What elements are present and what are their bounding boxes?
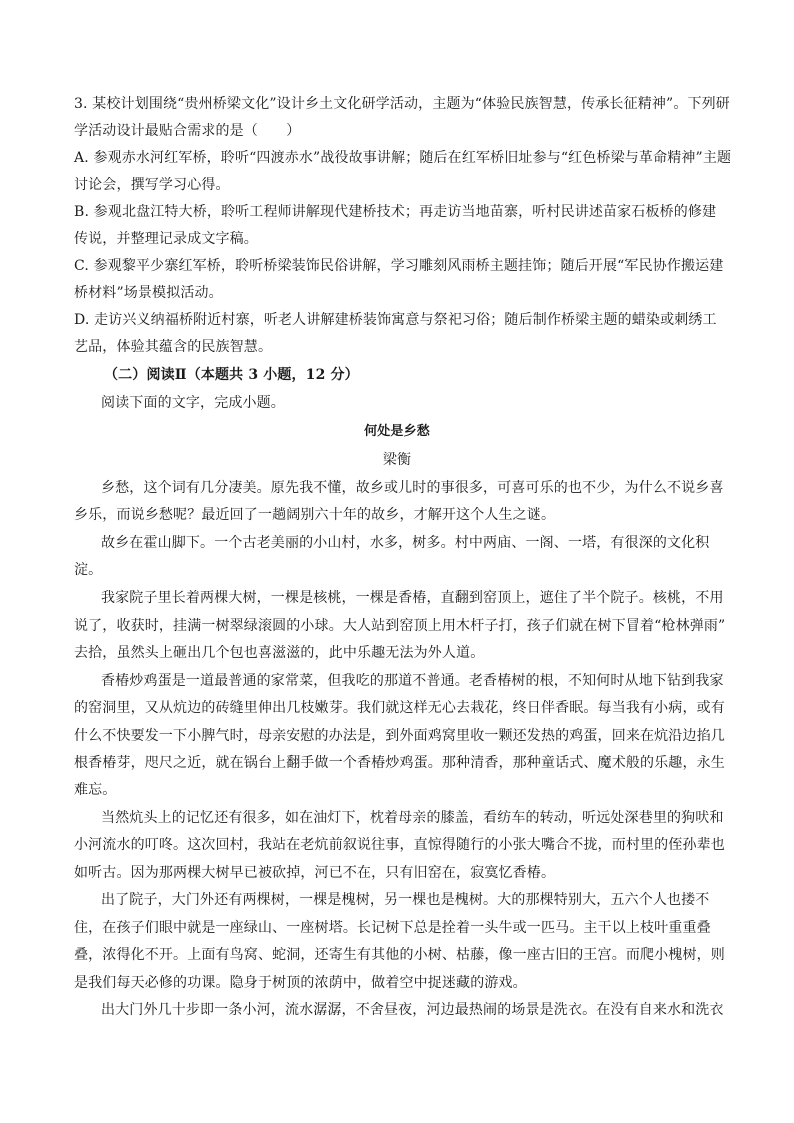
paragraph-4-line-5: 难忘。	[74, 782, 117, 798]
paragraph-2-line-1: 故乡在霍山脚下。一个古老美丽的小山村，水多，树多。村中两庙、一阁、一塔，有很深的文化积	[101, 535, 710, 551]
paragraph-3-line-1: 我家院子里长着两棵大树，一棵是核桃，一棵是香椿，直翻到窑顶上，遮住了半个院子。核桃，不用	[101, 590, 724, 606]
paragraph-4-line-2: 的窑洞里，又从炕边的砖缝里伸出几枝嫩芽。我们就这样无心去栽花，终日伴香眠。每当我有小病，或有	[74, 700, 725, 716]
paragraph-3-line-3: 去拾，虽然头上砸出几个包也喜滋滋的，此中乐趣无法为外人道。	[74, 645, 485, 661]
paragraph-1-line-1: 乡愁，这个词有几分凄美。原先我不懂，故乡或儿时的事很多，可喜可乐的也不少，为什么不说乡喜	[101, 480, 724, 496]
paragraph-5-line-1: 当然炕头上的记忆还有很多，如在油灯下，枕着母亲的膝盖，看纺车的转动，听远处深巷里的狗吠和	[101, 810, 724, 826]
article-title: 何处是乡愁	[364, 424, 430, 439]
section-heading: （二）阅读Ⅱ（本题共 3 小题，12 分）	[104, 367, 359, 383]
paragraph-6-line-1: 出了院子，大门外还有两棵树，一棵是槐树，另一棵也是槐树。大的那棵特别大，五六个人也搂不	[101, 892, 710, 908]
paragraph-6-line-3: 叠，浓得化不开。上面有鸟窝、蛇洞，还寄生有其他的小树、枯藤，像一座古旧的王宫。而爬小槐树，则	[74, 947, 725, 963]
paragraph-6-line-4: 是我们每天必修的功课。隐身于树顶的浓荫中，做着空中捉迷藏的游戏。	[74, 975, 527, 991]
paragraph-5-line-3: 如听古。因为那两棵大树早已被砍掉，河已不在，只有旧窑在，寂寞忆香椿。	[74, 865, 556, 881]
section-instruction: 阅读下面的文字，完成小题。	[101, 395, 285, 411]
option-a-line-1: A. 参观赤水河红军桥，聆听“四渡赤水”战役故事讲解；随后在红军桥旧址参与“红色桥梁与革命精神”主题	[74, 150, 732, 166]
paragraph-1-line-2: 乡乐，而说乡愁呢？最近回了一趟阔别六十年的故乡，才解开这个人生之谜。	[74, 507, 556, 523]
paragraph-3-line-2: 说了，收获时，挂满一树翠绿滚圆的小球。大人站到窑顶上用木杆子打，孩子们就在树下冒着“枪林弹雨”	[74, 618, 726, 634]
question-stem-line-2: 学活动设计最贴合需求的是（ ）	[74, 123, 301, 139]
paragraph-4-line-1: 香椿炒鸡蛋是一道最普通的家常菜，但我吃的那道不普通。老香椿树的根，不知何时从地下钻到我家	[101, 673, 724, 689]
question-stem-line-1: 3. 某校计划围绕“贵州桥梁文化”设计乡土文化研学活动，主题为“体验民族智慧，传承长征精神”。下列研	[74, 96, 730, 112]
option-c-line-1: C. 参观黎平少寨红军桥，聆听桥梁装饰民俗讲解，学习雕刻风雨桥主题挂饰；随后开展“军民协作搬运建	[74, 258, 724, 274]
option-b-line-2: 传说，并整理记录成文字稿。	[74, 231, 258, 247]
paragraph-2-line-2: 淀。	[74, 562, 103, 578]
paragraph-4-line-3: 什么不快要发一下小脾气时，母亲安慰的办法是，到外面鸡窝里收一颗还发热的鸡蛋，回来在炕沿边掐几	[74, 728, 725, 744]
article-author: 梁衡	[382, 452, 412, 468]
paragraph-5-line-2: 小河流水的叮咚。这次回村，我站在老炕前叙说往事，直惊得随行的小张大嘴合不拢，而村里的侄孙辈也	[74, 837, 725, 853]
paragraph-7-line-1: 出大门外几十步即一条小河，流水潺潺，不舍昼夜，河边最热闹的场景是洗衣。在没有自来水和洗衣	[101, 1002, 724, 1018]
option-a-line-2: 讨论会，撰写学习心得。	[74, 177, 230, 193]
option-b-line-1: B. 参观北盘江特大桥，聆听工程师讲解现代建桥技术；再走访当地苗寨，听村民讲述苗家石板桥的修建	[74, 204, 717, 220]
option-d-line-1: D. 走访兴义纳福桥附近村寨，听老人讲解建桥装饰寓意与祭祀习俗；随后制作桥梁主题的蜡染或刺绣工	[74, 312, 717, 328]
option-c-line-2: 桥材料”场景模拟活动。	[74, 285, 223, 301]
paragraph-6-line-2: 住，在孩子们眼中就是一座绿山、一座树塔。长记树下总是拴着一头牛或一匹马。主干以上枝叶重重叠	[74, 920, 711, 936]
option-d-line-2: 艺品，体验其蕴含的民族智慧。	[74, 339, 273, 355]
paragraph-4-line-4: 根香椿芽，咫尺之近，就在锅台上翻手做一个香椿炒鸡蛋。那种清香，那种童话式、魔术般的乐趣，永生	[74, 755, 725, 771]
